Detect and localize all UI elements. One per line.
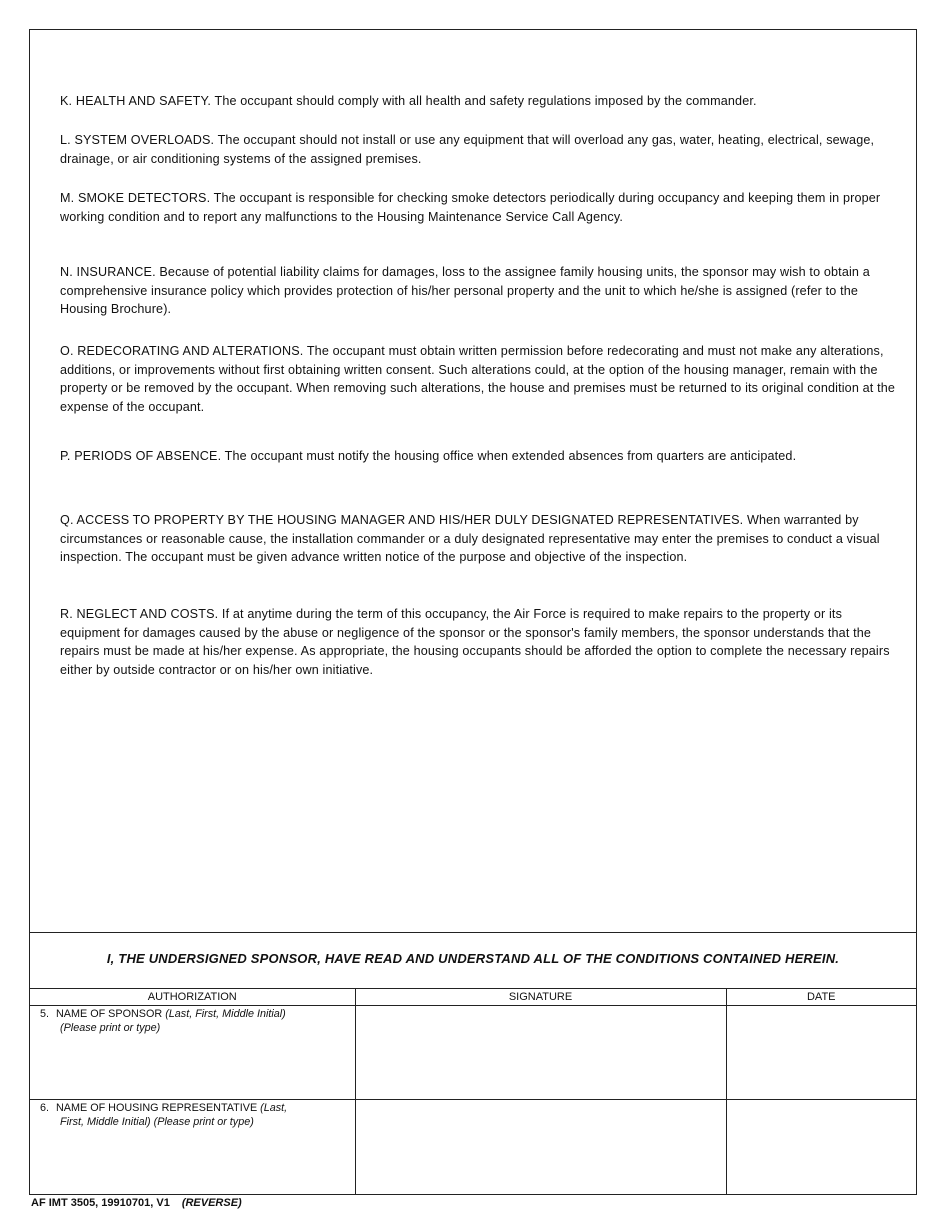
header-authorization: AUTHORIZATION <box>30 989 355 1006</box>
form-footer <box>31 1197 242 1209</box>
form-id: AF IMT 3505, 19910701, V1 <box>31 1197 170 1209</box>
sponsor-name-label: 5. NAME OF SPONSOR (Last, First, Middle Initial) (Please print or type) <box>40 1008 286 1034</box>
certification-statement: I, THE UNDERSIGNED SPONSOR, HAVE READ AND UNDERSTAND ALL OF THE CONDITIONS CONTAINED HEREIN. <box>106 951 840 966</box>
section-insurance: N. INSURANCE. Because of potential liability claims for damages, loss to the assignee family housing units, the sponsor may wish to obtain a comprehensive insurance policy which provides protection of his/her personal property and the unit to which he/she is assigned (refer to the Housing Brochure). <box>60 265 870 317</box>
sponsor-name-field[interactable] <box>30 1006 355 1100</box>
form-side: (REVERSE) <box>181 1197 242 1209</box>
section-redecorating: O. REDECORATING AND ALTERATIONS. The occupant must obtain written permission before redecorating and must not make any alterations, additions, or improvements without first obtaining written consent. Such alterations could, at the option of the housing manager, remain with the property or be removed by the occupant. When removing such alterations, the house and premises must be returned to its original condition at the expense of the occupant. <box>60 344 896 414</box>
housing-rep-name-label: 6. NAME OF HOUSING REPRESENTATIVE (Last, First, Middle Initial) (Please print or type) <box>40 1102 288 1128</box>
housing-rep-name-field[interactable] <box>30 1100 355 1196</box>
housing-rep-date-field[interactable] <box>726 1100 916 1196</box>
header-date: DATE <box>726 989 916 1006</box>
sponsor-date-field[interactable] <box>726 1006 916 1100</box>
certification-divider <box>30 932 916 933</box>
housing-representative-row <box>30 1100 916 1196</box>
form-frame <box>29 29 917 1195</box>
section-access-to-property: Q. ACCESS TO PROPERTY BY THE HOUSING MANAGER AND HIS/HER DULY DESIGNATED REPRESENTATIVES. When warranted by circumstances or reasonable cause, the installation commander or a duly designated representative may enter the premises to conduct a visual inspection. The occupant must be given advance written notice of the purpose and objective of the inspection. <box>60 513 880 565</box>
section-smoke-detectors: M. SMOKE DETECTORS. The occupant is responsible for checking smoke detectors periodically during occupancy and keeping them in proper working condition and to report any malfunctions to the Housing Maintenance Service Call Agency. <box>60 191 881 224</box>
sponsor-row <box>30 1006 916 1100</box>
table-header-row <box>30 989 916 1006</box>
section-periods-of-absence: P. PERIODS OF ABSENCE. The occupant must notify the housing office when extended absences from quarters are anticipated. <box>60 449 797 463</box>
header-signature: SIGNATURE <box>355 989 726 1006</box>
section-neglect-and-costs: R. NEGLECT AND COSTS. If at anytime during the term of this occupancy, the Air Force is required to make repairs to the property or its equipment for damages caused by the abuse or negligence of the sponsor or the sponsor's family members, the sponsor understands that the repairs must be made at his/her expense. As appropriate, the housing occupants should be afforded the option to complete the necessary repairs either by outside contractor or on his/her own initiative. <box>60 607 890 677</box>
section-system-overloads: L. SYSTEM OVERLOADS. The occupant should not install or use any equipment that will overload any gas, water, heating, electrical, sewage, drainage, or air conditioning systems of the assigned premises. <box>60 133 875 166</box>
sponsor-signature-field[interactable] <box>355 1006 726 1100</box>
authorization-table <box>30 988 916 1195</box>
section-health-safety: K. HEALTH AND SAFETY. The occupant should comply with all health and safety regulations imposed by the commander. <box>60 94 757 108</box>
housing-rep-signature-field[interactable] <box>355 1100 726 1196</box>
